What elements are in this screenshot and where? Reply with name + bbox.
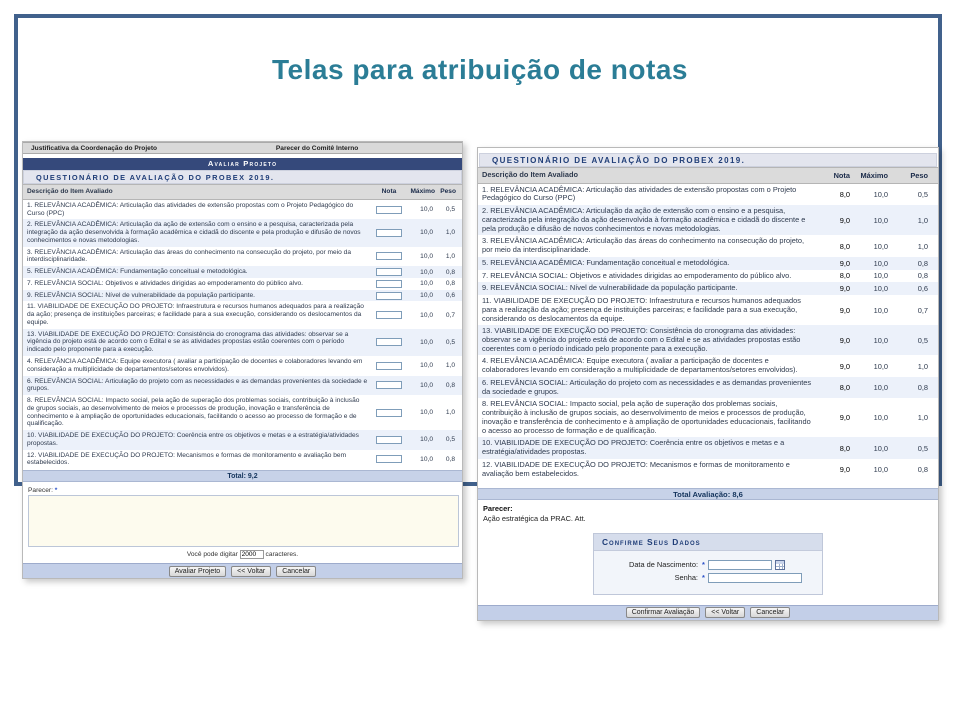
table-row (478, 325, 938, 355)
nota-value: 8,0 (839, 189, 850, 199)
senha-label: Senha: (674, 573, 698, 583)
maximo-value: 10,0 (873, 383, 888, 393)
confirm-box-title: Confirme Seus Dados (594, 534, 822, 551)
avaliar-projeto-button[interactable]: Avaliar Projeto (169, 566, 226, 577)
peso-value: 0,8 (917, 271, 928, 281)
right-button-bar (478, 605, 938, 620)
item-description: 8. RELEVÂNCIA SOCIAL: Impacto social, pela ação de superação dos problemas sociais, contribuição à inclusão de grupos sociais, ao desenvolvimento de meios e processos de produção, inovação e transferência de conhecimento e à ampliação de oportunidades educacionais, facilitando o acesso ao processo de formação e de qualificação. (27, 397, 360, 428)
nota-cell (372, 455, 406, 463)
tab-parecer-comite[interactable]: Parecer do Comitê Interno (275, 144, 359, 152)
required-marker: * (702, 573, 705, 583)
item-description: 7. RELEVÂNCIA SOCIAL: Objetivos e atividades dirigidas ao empoderamento do público alvo. (482, 270, 792, 280)
peso-value: 1,0 (445, 409, 455, 417)
peso-value: 0,6 (917, 284, 928, 294)
char-counter-line (23, 550, 462, 559)
nota-input[interactable] (376, 381, 402, 389)
peso-value: 0,8 (445, 280, 455, 288)
item-description: 5. RELEVÂNCIA ACADÊMICA: Fundamentação conceitual e metodológica. (482, 257, 730, 267)
table-header-row (23, 184, 462, 200)
nota-cell (372, 409, 406, 417)
nota-cell (372, 436, 406, 444)
maximo-value: 10,0 (420, 381, 433, 389)
maximo-value: 10,0 (873, 305, 888, 315)
parecer-label (28, 487, 457, 494)
maximo-value: 10,0 (873, 258, 888, 268)
table-row (478, 282, 938, 295)
maximo-value: 10,0 (873, 443, 888, 453)
nota-input[interactable] (376, 292, 402, 300)
nota-value: 9,0 (839, 305, 850, 315)
form-section-header (23, 142, 462, 154)
item-description: 9. RELEVÂNCIA SOCIAL: Nível de vulnerabilidade da população participante. (482, 283, 738, 293)
column-header-descricao: Descrição do Item Avaliado (482, 170, 578, 179)
left-table-body (23, 200, 462, 469)
tab-justificativa[interactable]: Justificativa da Coordenação do Projeto (31, 144, 158, 152)
table-row (478, 257, 938, 270)
column-header-maximo: Máximo (410, 188, 435, 196)
item-description: 1. RELEVÂNCIA ACADÊMICA: Articulação das atividades de extensão propostas com o Projeto Pedagógico do Curso (PPC) (27, 201, 354, 217)
maximo-value: 10,0 (420, 311, 433, 319)
nota-value: 8,0 (839, 383, 850, 393)
maximo-value: 10,0 (873, 413, 888, 423)
nota-cell (372, 280, 406, 288)
peso-value: 0,7 (445, 311, 455, 319)
char-counter-prefix: Você pode digitar (186, 551, 238, 559)
nota-cell (372, 292, 406, 300)
nota-value: 9,0 (839, 335, 850, 345)
peso-value: 0,5 (445, 206, 455, 214)
column-header-nota: Nota (381, 188, 397, 196)
item-description: 6. RELEVÂNCIA SOCIAL: Articulação do projeto com as necessidades e as demandas provenientes da sociedade e grupos. (482, 377, 812, 396)
nota-input[interactable] (376, 252, 402, 260)
table-row (23, 278, 462, 290)
peso-value: 0,5 (445, 338, 455, 346)
voltar-button[interactable]: << Voltar (231, 566, 271, 577)
voltar-button[interactable]: << Voltar (705, 607, 745, 618)
peso-value: 0,8 (445, 268, 455, 276)
nota-value: 8,0 (839, 443, 850, 453)
maximo-value: 10,0 (420, 338, 433, 346)
maximo-value: 10,0 (420, 409, 433, 417)
required-marker: * (702, 560, 705, 570)
avaliar-projeto-banner: Avaliar Projeto (23, 158, 462, 170)
table-row (23, 247, 462, 267)
senha-row (602, 573, 814, 583)
item-description: 9. RELEVÂNCIA SOCIAL: Nível de vulnerabilidade da população participante. (27, 291, 255, 299)
peso-value: 0,8 (917, 258, 928, 268)
maximo-value: 10,0 (873, 335, 888, 345)
char-counter-input (240, 550, 264, 559)
item-description: 13. VIABILIDADE DE EXECUÇÃO DO PROJETO: Consistência do cronograma das atividades: observar se a vigência do projeto está de acordo com o Edital e se as atividades propostas estão coerentes com o período indicado pelo proponente para a execução. (27, 330, 349, 354)
item-description: 12. VIABILIDADE DE EXECUÇÃO DO PROJETO: Mecanismos e formas de monitoramento e avaliação bem estabelecidos. (27, 451, 347, 467)
item-description: 5. RELEVÂNCIA ACADÊMICA: Fundamentação conceitual e metodológica. (27, 268, 248, 276)
table-row (478, 355, 938, 376)
table-row (478, 377, 938, 398)
peso-value: 1,0 (917, 413, 928, 423)
table-row (478, 205, 938, 235)
item-description: 13. VIABILIDADE DE EXECUÇÃO DO PROJETO: Consistência do cronograma das atividades: observar se a vigência do projeto está de acordo com o Edital e se as atividades propostas estão coerentes com o período indicado pelo proponente para a execução. (482, 326, 801, 353)
table-row (478, 295, 938, 325)
maximo-value: 10,0 (420, 292, 433, 300)
nota-input[interactable] (376, 206, 402, 214)
peso-value: 0,8 (917, 465, 928, 475)
item-description: 8. RELEVÂNCIA SOCIAL: Impacto social, pela ação de superação dos problemas sociais, contribuição à inclusão de grupos sociais, ao desenvolvimento de meios e processos de produção, inovação e transferência de conhecimento e à ampliação de oportunidades educacionais, facilitando o acesso ao processo de formação e de qualificação. (482, 399, 811, 435)
column-header-descricao: Descrição do Item Avaliado (27, 188, 113, 195)
peso-value: 1,0 (445, 362, 455, 370)
maximo-value: 10,0 (873, 271, 888, 281)
maximo-value: 10,0 (873, 465, 888, 475)
maximo-value: 10,0 (420, 436, 433, 444)
right-table-body (478, 184, 938, 481)
nota-value: 9,0 (839, 215, 850, 225)
item-description: 12. VIABILIDADE DE EXECUÇÃO DO PROJETO: Mecanismos e formas de monitoramento e avaliação bem estabelecidos. (482, 459, 790, 478)
nota-cell (372, 381, 406, 389)
data-nascimento-label: Data de Nascimento: (628, 560, 698, 570)
parecer-label-text: Parecer: (483, 504, 513, 514)
item-description: 7. RELEVÂNCIA SOCIAL: Objetivos e atividades dirigidas ao empoderamento do público alvo. (27, 279, 303, 287)
maximo-value: 10,0 (420, 362, 433, 370)
table-row (478, 437, 938, 458)
table-row (23, 290, 462, 302)
item-description: 4. RELEVÂNCIA ACADÊMICA: Equipe executora ( avaliar a participação de docentes e colaboradores levando em consideração a multiplicidade de departamentos/setores envolvidos). (482, 356, 798, 375)
data-nascimento-input[interactable] (708, 560, 772, 570)
table-row (478, 184, 938, 205)
total-bar: Total: 9,2 (23, 470, 462, 482)
senha-input[interactable] (708, 573, 802, 583)
maximo-value: 10,0 (420, 252, 433, 260)
screenshot-confirmar-avaliacao (477, 147, 939, 621)
nota-input[interactable] (376, 229, 402, 237)
table-row (478, 270, 938, 283)
table-row (23, 356, 462, 376)
nota-value: 9,0 (839, 361, 850, 371)
nota-input[interactable] (376, 362, 402, 370)
table-header-row (478, 167, 938, 184)
nota-value: 9,0 (839, 258, 850, 268)
nota-input[interactable] (376, 311, 402, 319)
nota-input[interactable] (376, 268, 402, 276)
questionario-title: QUESTIONÁRIO DE AVALIAÇÃO DO PROBEX 2019. (479, 153, 937, 167)
maximo-value: 10,0 (873, 189, 888, 199)
data-nascimento-row (602, 560, 814, 570)
table-row (23, 395, 462, 430)
nota-cell (372, 362, 406, 370)
table-row (23, 266, 462, 278)
peso-value: 0,5 (917, 189, 928, 199)
item-description: 6. RELEVÂNCIA SOCIAL: Articulação do projeto com as necessidades e as demandas provenientes da sociedade e grupos. (27, 377, 368, 393)
column-header-peso: Peso (440, 188, 456, 196)
total-avaliacao-bar: Total Avaliação: 8,6 (478, 488, 938, 500)
confirm-box-body (594, 551, 822, 594)
nota-value: 9,0 (839, 413, 850, 423)
parecer-summary (483, 504, 933, 523)
column-header-maximo: Máximo (860, 170, 888, 180)
table-row (23, 376, 462, 396)
slide-title: Telas para atribuição de notas (272, 54, 688, 85)
item-description: 4. RELEVÂNCIA ACADÊMICA: Equipe executora ( avaliar a participação de docentes e colaboradores levando em consideração a multiplicidade de departamentos/setores envolvidos). (27, 358, 363, 373)
table-row (23, 450, 462, 470)
required-marker: * (54, 487, 58, 495)
peso-value: 1,0 (917, 241, 928, 251)
cancelar-button[interactable]: Cancelar (276, 566, 316, 577)
item-description: 10. VIABILIDADE DE EXECUÇÃO DO PROJETO: Coerência entre os objetivos e metas e a estratégia/atividades propostas. (482, 438, 785, 457)
table-row (478, 398, 938, 437)
nota-input[interactable] (376, 436, 402, 444)
peso-value: 1,0 (917, 361, 928, 371)
item-description: 2. RELEVÂNCIA ACADÊMICA: Articulação da ação de extensão com o ensino e a pesquisa, caracterizada pela integração da ação desenvolvida à formação acadêmica e cidadã do discente e pela produção e difusão de novos conhecimentos e novas metodologias. (27, 221, 361, 244)
parecer-label-text: Parecer: (28, 487, 53, 495)
table-row (478, 459, 938, 480)
item-description: 3. RELEVÂNCIA ACADÊMICA: Articulação das áreas do conhecimento na consecução do projeto, por meio da interdisciplinaridade. (482, 236, 805, 255)
item-description: 2. RELEVÂNCIA ACADÊMICA: Articulação da ação de extensão com o ensino e a pesquisa, caracterizada pela integração da ação desenvolvida à formação acadêmica e cidadã do discente e pela produção e difusão de novos conhecimentos e novas metodologias. (482, 206, 806, 233)
peso-value: 0,8 (917, 383, 928, 393)
table-row (23, 200, 462, 220)
confirme-seus-dados-box (593, 533, 823, 595)
peso-value: 0,5 (917, 443, 928, 453)
nota-cell (372, 252, 406, 260)
item-description: 11. VIABILIDADE DE EXECUÇÃO DO PROJETO: Infraestrutura e recursos humanos adequados para a realização da ação; presença de instituições parceiras; e facilidade para a sua execução, considerando os deslocamentos da equipe. (482, 296, 801, 323)
maximo-value: 10,0 (420, 455, 433, 463)
maximo-value: 10,0 (873, 361, 888, 371)
nota-input[interactable] (376, 455, 402, 463)
table-row (23, 219, 462, 246)
nota-value: 9,0 (839, 465, 850, 475)
column-header-peso: Peso (910, 170, 928, 180)
peso-value: 0,8 (445, 455, 455, 463)
left-button-bar (23, 563, 462, 578)
nota-cell (372, 338, 406, 346)
nota-cell (372, 206, 406, 214)
item-description: 1. RELEVÂNCIA ACADÊMICA: Articulação das atividades de extensão propostas com o Projeto Pedagógico do Curso (PPC) (482, 184, 797, 203)
table-row (23, 329, 462, 356)
nota-cell (372, 229, 406, 237)
peso-value: 0,8 (445, 381, 455, 389)
peso-value: 0,5 (445, 436, 455, 444)
maximo-value: 10,0 (420, 206, 433, 214)
nota-input[interactable] (376, 338, 402, 346)
item-description: 10. VIABILIDADE DE EXECUÇÃO DO PROJETO: Coerência entre os objetivos e metas e a estratégia/atividades propostas. (27, 432, 359, 447)
item-description: 11. VIABILIDADE DE EXECUÇÃO DO PROJETO: Infraestrutura e recursos humanos adequados para a realização da ação; presença de instituições parceiras; e facilidade para a sua execução, considerando os deslocamentos da equipe. (27, 303, 364, 326)
cancelar-button[interactable]: Cancelar (750, 607, 790, 618)
nota-cell (372, 311, 406, 319)
peso-value: 0,7 (917, 305, 928, 315)
maximo-value: 10,0 (420, 280, 433, 288)
parecer-text: Ação estratégica da PRAC. Att. (483, 513, 586, 523)
table-row (478, 235, 938, 256)
peso-value: 1,0 (917, 215, 928, 225)
nota-value: 8,0 (839, 271, 850, 281)
calendar-icon[interactable] (775, 560, 785, 570)
table-row (23, 430, 462, 450)
maximo-value: 10,0 (873, 215, 888, 225)
peso-value: 0,5 (917, 335, 928, 345)
maximo-value: 10,0 (420, 268, 433, 276)
screenshot-avaliar-projeto (22, 141, 463, 579)
table-row (23, 301, 462, 328)
peso-value: 0,6 (445, 292, 455, 300)
confirmar-avaliacao-button[interactable]: Confirmar Avaliação (626, 607, 701, 618)
parecer-textarea[interactable] (28, 495, 459, 547)
questionario-title: QUESTIONÁRIO DE AVALIAÇÃO DO PROBEX 2019. (23, 170, 462, 184)
nota-cell (372, 268, 406, 276)
nota-value: 8,0 (839, 241, 850, 251)
peso-value: 1,0 (445, 252, 455, 260)
nota-input[interactable] (376, 280, 402, 288)
maximo-value: 10,0 (873, 284, 888, 294)
maximo-value: 10,0 (873, 241, 888, 251)
nota-input[interactable] (376, 409, 402, 417)
peso-value: 1,0 (445, 229, 455, 237)
maximo-value: 10,0 (420, 229, 433, 237)
nota-value: 9,0 (839, 284, 850, 294)
column-header-nota: Nota (833, 170, 850, 180)
item-description: 3. RELEVÂNCIA ACADÊMICA: Articulação das áreas do conhecimento na consecução do projeto, por meio da interdisciplinaridade. (27, 248, 352, 264)
char-counter-suffix: caracteres. (265, 551, 299, 559)
